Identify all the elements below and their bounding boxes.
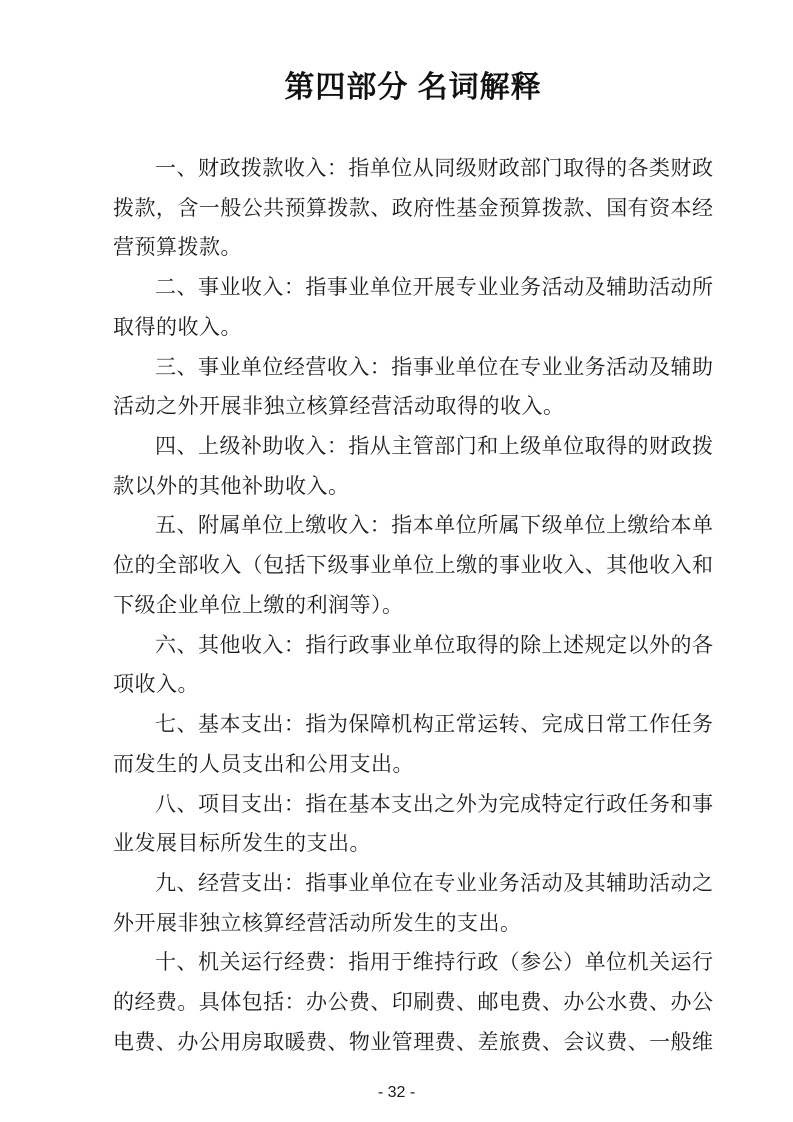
document-body <box>113 149 713 1063</box>
text-line: 七、基本支出：指为保障机构正常运转、完成日常工作任务 <box>155 712 713 737</box>
text-line: 外开展非独立核算经营活动所发生的支出。 <box>113 910 522 935</box>
text-line: 十、机关运行经费：指用于维持行政（参公）单位机关运行 <box>155 950 713 975</box>
text-line: 的经费。具体包括：办公费、印刷费、邮电费、办公水费、办公 <box>113 990 713 1015</box>
text-line: 五、附属单位上缴收入：指本单位所属下级单位上缴给本单 <box>155 513 713 538</box>
text-line: 电费、办公用房取暖费、物业管理费、差旅费、会议费、一般维 <box>113 1029 713 1054</box>
text-line: 四、上级补助收入：指从主管部门和上级单位取得的财政拨 <box>155 434 713 459</box>
text-line: 拨款，含一般公共预算拨款、政府性基金预算拨款、国有资本经 <box>113 195 713 220</box>
text-line: 一、财政拨款收入：指单位从同级财政部门取得的各类财政 <box>155 156 713 180</box>
text-line: 款以外的其他补助收入。 <box>113 473 350 498</box>
text-line: 而发生的人员支出和公用支出。 <box>113 751 414 776</box>
text-line: 下级企业单位上缴的利润等）。 <box>113 592 404 617</box>
page-title: 第四部分 名词解释 <box>284 71 542 104</box>
page-number: - 32 - <box>377 1084 416 1101</box>
text-line: 项收入。 <box>113 672 199 697</box>
text-line: 活动之外开展非独立核算经营活动取得的收入。 <box>113 394 565 419</box>
text-line: 八、项目支出：指在基本支出之外为完成特定行政任务和事 <box>155 791 713 816</box>
text-line: 业发展目标所发生的支出。 <box>113 831 371 856</box>
text-line: 取得的收入。 <box>113 314 242 339</box>
text-line: 二、事业收入：指事业单位开展专业业务活动及辅助活动所 <box>155 275 713 300</box>
text-line: 营预算拨款。 <box>113 235 242 260</box>
text-line: 九、经营支出：指事业单位在专业业务活动及其辅助活动之 <box>155 870 713 895</box>
text-line: 三、事业单位经营收入：指事业单位在专业业务活动及辅助 <box>155 354 713 379</box>
text-line: 六、其他收入：指行政事业单位取得的除上述规定以外的各 <box>155 632 713 657</box>
text-line: 位的全部收入（包括下级事业单位上缴的事业收入、其他收入和 <box>113 553 713 578</box>
